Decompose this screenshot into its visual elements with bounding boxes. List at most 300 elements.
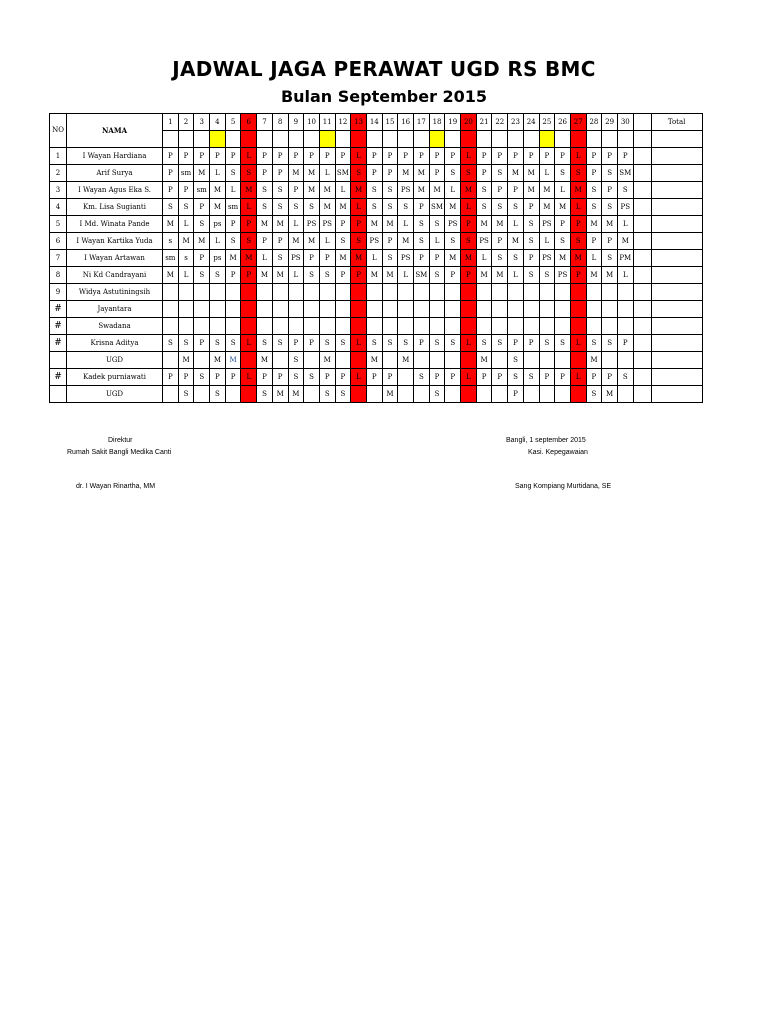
shift-cell: M [555,250,571,267]
shift-cell: S [257,182,273,199]
shift-cell: P [178,148,194,165]
shift-cell: P [382,233,398,250]
shift-cell [429,284,445,301]
day-marker-10 [304,131,320,148]
shift-cell: P [461,267,477,284]
shift-cell: S [382,250,398,267]
total-cell [651,335,702,352]
shift-cell [272,352,288,369]
shift-cell: M [366,267,382,284]
total-cell [651,250,702,267]
shift-cell [210,284,226,301]
shift-cell: P [523,148,539,165]
shift-cell: M [366,216,382,233]
shift-cell: S [178,199,194,216]
shift-cell [461,318,477,335]
shift-cell: SM [335,165,351,182]
shift-cell: S [476,335,492,352]
shift-cell: M [319,199,335,216]
shift-cell: L [241,335,257,352]
footer-right-date: Bangli, 1 september 2015 [506,437,586,444]
table-row [50,284,703,301]
shift-cell [461,386,477,403]
shift-cell: L [461,369,477,386]
shift-cell: S [351,233,367,250]
shift-cell: M [257,352,273,369]
day-header-11: 11 [319,114,335,131]
shift-cell [523,284,539,301]
shift-cell: L [461,148,477,165]
shift-cell: L [210,165,226,182]
shift-cell: S [366,335,382,352]
day-header-29: 29 [602,114,618,131]
shift-cell [586,284,602,301]
row-name: I Md. Winata Pande [67,216,163,233]
shift-cell: sm [178,165,194,182]
shift-cell: S [382,199,398,216]
shift-cell [570,284,586,301]
shift-cell: P [586,148,602,165]
shift-cell [272,284,288,301]
spacer-cell [633,335,651,352]
shift-cell: S [351,165,367,182]
shift-cell [492,352,508,369]
shift-cell: P [304,250,320,267]
shift-cell: P [257,148,273,165]
shift-cell: S [257,199,273,216]
shift-cell: S [304,369,320,386]
shift-cell [319,301,335,318]
shift-cell: M [178,233,194,250]
shift-cell: S [414,233,430,250]
shift-cell [382,352,398,369]
shift-cell: L [398,267,414,284]
shift-cell: P [382,165,398,182]
shift-cell: s [163,233,179,250]
spacer-cell [633,216,651,233]
shift-cell: S [272,182,288,199]
shift-cell: P [225,369,241,386]
row-no: 1 [50,148,67,165]
day-header-23: 23 [508,114,524,131]
shift-cell: P [366,165,382,182]
day-marker-19 [445,131,461,148]
shift-cell: L [539,165,555,182]
table-row [50,301,703,318]
shift-cell: S [570,165,586,182]
shift-cell: P [288,335,304,352]
shift-cell [351,301,367,318]
shift-cell [586,318,602,335]
shift-cell [288,318,304,335]
shift-cell: S [429,335,445,352]
shift-cell: S [163,335,179,352]
shift-cell: P [351,216,367,233]
shift-cell [414,284,430,301]
shift-cell: S [586,386,602,403]
spacer-cell [633,369,651,386]
shift-cell [555,352,571,369]
shift-cell [461,284,477,301]
shift-cell: M [523,182,539,199]
table-row [50,352,703,369]
shift-cell [461,352,477,369]
spacer-cell [633,352,651,369]
shift-cell: L [178,267,194,284]
shift-cell: P [225,216,241,233]
shift-cell: P [445,369,461,386]
day-marker-6 [241,131,257,148]
spacer-cell [633,182,651,199]
shift-cell: ps [210,216,226,233]
shift-cell [194,301,210,318]
total-cell [651,165,702,182]
shift-cell: S [492,335,508,352]
shift-cell: P [210,369,226,386]
shift-cell [445,284,461,301]
shift-cell: P [382,148,398,165]
shift-cell: P [382,369,398,386]
row-name: I Wayan Kartika Yuda [67,233,163,250]
table-row [50,216,703,233]
shift-cell [492,386,508,403]
day-marker-14 [366,131,382,148]
shift-cell: S [523,233,539,250]
day-marker-30 [617,131,633,148]
shift-cell: PS [304,216,320,233]
row-name: UGD [67,386,163,403]
table-row [50,386,703,403]
shift-cell [163,318,179,335]
shift-cell: P [617,335,633,352]
shift-cell: M [288,165,304,182]
shift-cell: S [304,267,320,284]
spacer-cell [633,148,651,165]
shift-cell: S [194,369,210,386]
shift-cell: sm [163,250,179,267]
shift-cell: S [539,335,555,352]
shift-cell: P [492,148,508,165]
shift-cell [241,284,257,301]
shift-cell [602,284,618,301]
shift-cell: L [508,267,524,284]
shift-cell [398,301,414,318]
shift-cell: S [461,233,477,250]
shift-cell: M [382,216,398,233]
shift-cell: S [523,369,539,386]
shift-cell: P [257,233,273,250]
shift-cell: M [194,233,210,250]
shift-cell: L [335,182,351,199]
shift-cell [523,386,539,403]
shift-cell: L [241,148,257,165]
shift-cell: P [163,148,179,165]
total-cell [651,233,702,250]
shift-cell: L [461,335,477,352]
shift-cell: P [335,267,351,284]
shift-cell [570,301,586,318]
shift-cell: L [429,233,445,250]
shift-cell: S [241,233,257,250]
shift-cell: P [523,199,539,216]
shift-cell: S [210,335,226,352]
table-row [50,335,703,352]
shift-cell: S [602,335,618,352]
day-marker-8 [272,131,288,148]
shift-cell: S [304,199,320,216]
shift-cell: M [492,267,508,284]
shift-cell: P [508,335,524,352]
shift-cell [445,352,461,369]
day-marker-29 [602,131,618,148]
shift-cell: S [555,335,571,352]
shift-cell: M [602,386,618,403]
shift-cell: P [366,369,382,386]
shift-cell: M [351,182,367,199]
shift-cell [523,301,539,318]
shift-cell: S [225,165,241,182]
row-no: 4 [50,199,67,216]
shift-cell: M [508,165,524,182]
table-row [50,165,703,182]
shift-cell: M [304,182,320,199]
shift-cell: L [539,233,555,250]
shift-cell: P [288,182,304,199]
day-marker-12 [335,131,351,148]
total-cell [651,369,702,386]
day-marker-21 [476,131,492,148]
shift-cell: P [492,182,508,199]
shift-cell: ps [210,250,226,267]
shift-cell: M [288,386,304,403]
shift-cell: S [429,216,445,233]
shift-cell: P [429,369,445,386]
shift-cell: S [382,335,398,352]
shift-cell: s [178,250,194,267]
shift-cell: S [445,165,461,182]
shift-cell: P [288,148,304,165]
day-header-25: 25 [539,114,555,131]
shift-cell: P [586,369,602,386]
shift-cell: P [508,148,524,165]
shift-cell: M [272,386,288,403]
shift-cell [570,318,586,335]
shift-cell [398,369,414,386]
day-header-4: 4 [210,114,226,131]
shift-cell: P [523,335,539,352]
spacer-cell [633,199,651,216]
shift-cell [194,386,210,403]
row-name: Km. Lisa Sugianti [67,199,163,216]
shift-cell: P [617,148,633,165]
day-marker-3 [194,131,210,148]
shift-cell: P [461,216,477,233]
shift-cell [366,318,382,335]
shift-cell: S [445,233,461,250]
shift-cell: M [586,352,602,369]
shift-cell [288,301,304,318]
shift-cell: P [272,165,288,182]
shift-cell: PS [555,267,571,284]
shift-cell: S [617,369,633,386]
shift-cell: PS [617,199,633,216]
shift-cell [476,386,492,403]
shift-cell: PS [539,250,555,267]
shift-cell: S [163,199,179,216]
shift-cell: P [445,148,461,165]
shift-cell [163,301,179,318]
shift-cell: P [335,216,351,233]
day-marker-5 [225,131,241,148]
table-row [50,199,703,216]
shift-cell [304,301,320,318]
shift-cell: P [257,369,273,386]
shift-cell: M [241,250,257,267]
day-header-5: 5 [225,114,241,131]
shift-cell: L [461,199,477,216]
shift-cell [461,301,477,318]
shift-cell: S [210,386,226,403]
shift-cell [319,318,335,335]
shift-cell: S [429,386,445,403]
shift-cell [508,301,524,318]
day-header-21: 21 [476,114,492,131]
shift-cell [555,284,571,301]
shift-cell [429,301,445,318]
shift-cell: S [382,182,398,199]
shift-cell: M [272,216,288,233]
shift-cell: M [570,182,586,199]
table-row [50,182,703,199]
row-no: # [50,318,67,335]
shift-cell: S [570,233,586,250]
shift-cell [429,318,445,335]
shift-cell: L [351,148,367,165]
shift-cell: L [398,216,414,233]
shift-cell: P [194,250,210,267]
day-header-20: 20 [461,114,477,131]
shift-cell: S [523,267,539,284]
shift-cell: S [508,250,524,267]
shift-cell: P [257,165,273,182]
shift-cell: L [555,182,571,199]
shift-cell: M [351,250,367,267]
spacer-cell [633,131,651,148]
header-no: NO [50,114,67,148]
shift-cell: P [414,335,430,352]
shift-cell [241,386,257,403]
spacer-cell [633,318,651,335]
table-row [50,369,703,386]
day-header-12: 12 [335,114,351,131]
shift-cell [602,318,618,335]
shift-cell [617,301,633,318]
shift-cell [241,301,257,318]
shift-cell: S [492,165,508,182]
shift-cell: P [194,335,210,352]
shift-cell: S [508,199,524,216]
table-row [50,267,703,284]
shift-cell: M [398,165,414,182]
shift-cell: M [617,233,633,250]
day-marker-15 [382,131,398,148]
shift-cell: S [414,216,430,233]
shift-cell: P [555,148,571,165]
shift-cell [539,284,555,301]
shift-cell: P [272,148,288,165]
row-name: UGD [67,352,163,369]
day-marker-13 [351,131,367,148]
shift-cell: S [586,182,602,199]
shift-cell: M [210,352,226,369]
shift-cell: P [241,216,257,233]
spacer-cell [633,284,651,301]
shift-cell [617,386,633,403]
shift-cell: S [414,369,430,386]
spacer-cell [633,301,651,318]
day-marker-22 [492,131,508,148]
shift-cell: S [602,199,618,216]
shift-cell: PS [445,216,461,233]
shift-cell: S [617,182,633,199]
day-header-30: 30 [617,114,633,131]
shift-cell: P [586,233,602,250]
shift-cell: S [225,335,241,352]
shift-cell: M [319,182,335,199]
shift-cell: M [429,182,445,199]
shift-cell [539,386,555,403]
shift-cell: L [570,369,586,386]
row-name: Krisna Aditya [67,335,163,352]
day-header-16: 16 [398,114,414,131]
row-no: 5 [50,216,67,233]
row-no: # [50,335,67,352]
shift-cell: P [476,148,492,165]
day-marker-23 [508,131,524,148]
shift-cell: L [225,182,241,199]
shift-cell: M [555,199,571,216]
shift-cell: M [570,250,586,267]
table-row [50,250,703,267]
shift-cell [210,318,226,335]
shift-cell [272,301,288,318]
schedule-table [49,113,703,403]
row-no: 8 [50,267,67,284]
shift-cell: S [523,216,539,233]
shift-cell: PS [476,233,492,250]
shift-cell: M [539,199,555,216]
shift-cell [414,386,430,403]
day-header-27: 27 [570,114,586,131]
shift-cell: M [461,250,477,267]
total-cell [651,148,702,165]
shift-cell: M [304,233,320,250]
shift-cell: PS [398,182,414,199]
shift-cell [351,386,367,403]
shift-cell: S [366,199,382,216]
shift-cell [539,352,555,369]
day-header-24: 24 [523,114,539,131]
row-name: Ni Kd Candrayani [67,267,163,284]
shift-cell [508,318,524,335]
shift-cell: P [335,369,351,386]
shift-cell: SM [617,165,633,182]
shift-cell: L [570,148,586,165]
shift-cell: L [586,250,602,267]
shift-cell [382,301,398,318]
total-cell [651,301,702,318]
spacer-cell [633,386,651,403]
